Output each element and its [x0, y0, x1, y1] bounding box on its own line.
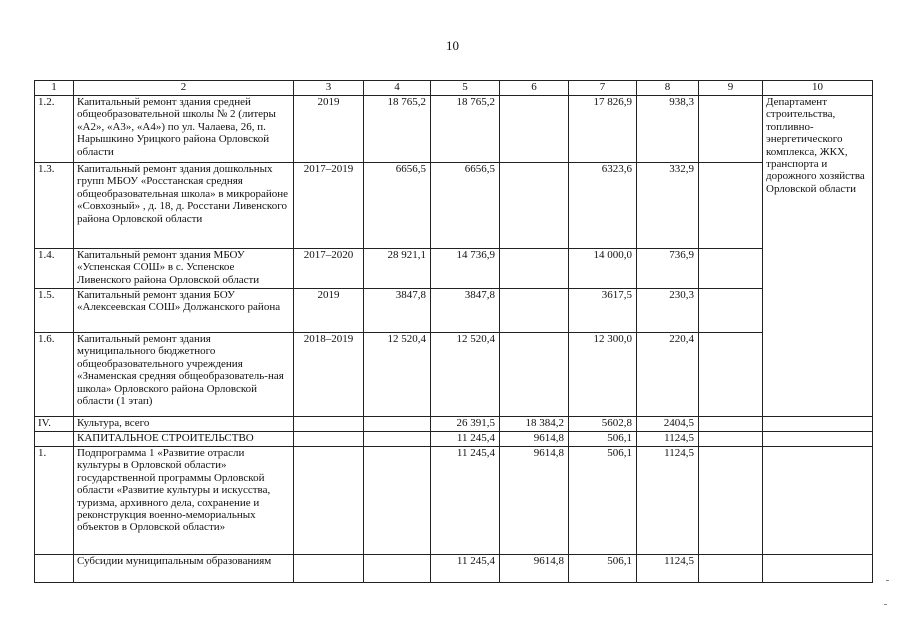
row-name: Субсидии муниципальным образованиям: [74, 555, 294, 583]
row-value: [364, 432, 431, 447]
table-row: [35, 249, 873, 289]
row-value: 12 300,0: [569, 333, 637, 417]
row-period: 2017–2019: [294, 163, 364, 249]
col-header: 4: [364, 81, 431, 96]
row-name: Капитальный ремонт здания средней общеобразовательной школы № 2 (литеры «А2», «А3», «А4») по ул. Чалаева, 26, п. Нарышкино Урицкого района Орловской области: [74, 96, 294, 163]
row-value: 3617,5: [569, 289, 637, 333]
row-number: 1.4.: [35, 249, 74, 289]
row-number: [35, 432, 74, 447]
col-header: 9: [699, 81, 763, 96]
row-value: 9614,8: [500, 555, 569, 583]
row-number: 1.: [35, 447, 74, 555]
row-period: [294, 417, 364, 432]
row-name: Капитальный ремонт здания муниципального бюджетного общеобразовательного учреждения «Знаменская средняя общеобразователь-ная школа» Орловского района Орловской области (1 этап): [74, 333, 294, 417]
row-value: 6323,6: [569, 163, 637, 249]
row-value: 1124,5: [637, 555, 699, 583]
row-period: [294, 432, 364, 447]
row-name: КАПИТАЛЬНОЕ СТРОИТЕЛЬСТВО: [74, 432, 294, 447]
column-numbers-row: [35, 81, 873, 96]
row-value: 3847,8: [431, 289, 500, 333]
table-row: [35, 432, 873, 447]
table-row: [35, 163, 873, 249]
row-value: [500, 163, 569, 249]
row-value: [500, 333, 569, 417]
row-value: 17 826,9: [569, 96, 637, 163]
row-value: 26 391,5: [431, 417, 500, 432]
row-value: [699, 96, 763, 163]
row-value: [364, 447, 431, 555]
row-period: [294, 555, 364, 583]
department-cell: Департамент строительства, топливно-энергетического комплекса, ЖКХ, транспорта и дорожного хозяйства Орловской области: [763, 96, 873, 417]
row-value: 6656,5: [431, 163, 500, 249]
row-value: [699, 333, 763, 417]
row-value: [500, 289, 569, 333]
table-row: [35, 555, 873, 583]
scan-mark: [886, 580, 889, 581]
row-value: [500, 249, 569, 289]
row-value: 230,3: [637, 289, 699, 333]
row-period: [294, 447, 364, 555]
row-value: 1124,5: [637, 447, 699, 555]
col-header: 7: [569, 81, 637, 96]
row-period: 2018–2019: [294, 333, 364, 417]
row-name: Капитальный ремонт здания дошкольных групп МБОУ «Росстанская средняя общеобразовательная школа» в микрорайоне «Совхозный» , д. 18, д. Росстани Ливенского района Орловской области: [74, 163, 294, 249]
row-value: 18 384,2: [500, 417, 569, 432]
row-value: [500, 96, 569, 163]
row-value: [699, 432, 763, 447]
table-row: [35, 333, 873, 417]
row-value: 14 736,9: [431, 249, 500, 289]
row-value: 3847,8: [364, 289, 431, 333]
row-name: Подпрограмма 1 «Развитие отрасли культуры в Орловской области» государственной программы Орловской области «Развитие культуры и искусства, туризма, архивного дела, сохранение и реконструкция военно-мемориальных объектов в Орловской области»: [74, 447, 294, 555]
row-value: 11 245,4: [431, 447, 500, 555]
row-name: Капитальный ремонт здания МБОУ «Успенская СОШ» в с. Успенское Ливенского района Орловской области: [74, 249, 294, 289]
row-value: 332,9: [637, 163, 699, 249]
col-header: 5: [431, 81, 500, 96]
row-number: IV.: [35, 417, 74, 432]
row-value: 14 000,0: [569, 249, 637, 289]
row-value: [364, 417, 431, 432]
row-period: 2017–2020: [294, 249, 364, 289]
row-value: [699, 249, 763, 289]
row-number: [35, 555, 74, 583]
row-value: 506,1: [569, 432, 637, 447]
row-number: 1.6.: [35, 333, 74, 417]
row-value: [763, 447, 873, 555]
col-header: 6: [500, 81, 569, 96]
row-value: 506,1: [569, 447, 637, 555]
row-value: 28 921,1: [364, 249, 431, 289]
row-value: 2404,5: [637, 417, 699, 432]
table-row: [35, 289, 873, 333]
row-value: 938,3: [637, 96, 699, 163]
row-value: [699, 447, 763, 555]
col-header: 1: [35, 81, 74, 96]
row-value: [763, 432, 873, 447]
row-number: 1.2.: [35, 96, 74, 163]
row-value: [699, 555, 763, 583]
col-header: 3: [294, 81, 364, 96]
row-value: [699, 289, 763, 333]
row-period: 2019: [294, 96, 364, 163]
row-value: 18 765,2: [431, 96, 500, 163]
row-period: 2019: [294, 289, 364, 333]
table-row: [35, 417, 873, 432]
col-header: 10: [763, 81, 873, 96]
row-number: 1.5.: [35, 289, 74, 333]
row-value: 9614,8: [500, 432, 569, 447]
row-number: 1.3.: [35, 163, 74, 249]
row-value: [699, 417, 763, 432]
row-value: 506,1: [569, 555, 637, 583]
col-header: 8: [637, 81, 699, 96]
page-number: 10: [446, 38, 459, 53]
table-row: [35, 96, 873, 163]
table-row: [35, 447, 873, 555]
row-value: 5602,8: [569, 417, 637, 432]
row-value: 12 520,4: [431, 333, 500, 417]
scan-mark: [884, 604, 887, 605]
row-value: 11 245,4: [431, 555, 500, 583]
row-value: 11 245,4: [431, 432, 500, 447]
row-value: 18 765,2: [364, 96, 431, 163]
row-value: [763, 417, 873, 432]
row-value: [699, 163, 763, 249]
row-value: 736,9: [637, 249, 699, 289]
row-value: 12 520,4: [364, 333, 431, 417]
row-value: [763, 555, 873, 583]
row-value: 1124,5: [637, 432, 699, 447]
row-name: Культура, всего: [74, 417, 294, 432]
row-value: 6656,5: [364, 163, 431, 249]
row-value: [364, 555, 431, 583]
col-header: 2: [74, 81, 294, 96]
budget-table: [34, 80, 873, 583]
row-value: 220,4: [637, 333, 699, 417]
row-value: 9614,8: [500, 447, 569, 555]
row-name: Капитальный ремонт здания БОУ «Алексеевская СОШ» Должанского района: [74, 289, 294, 333]
